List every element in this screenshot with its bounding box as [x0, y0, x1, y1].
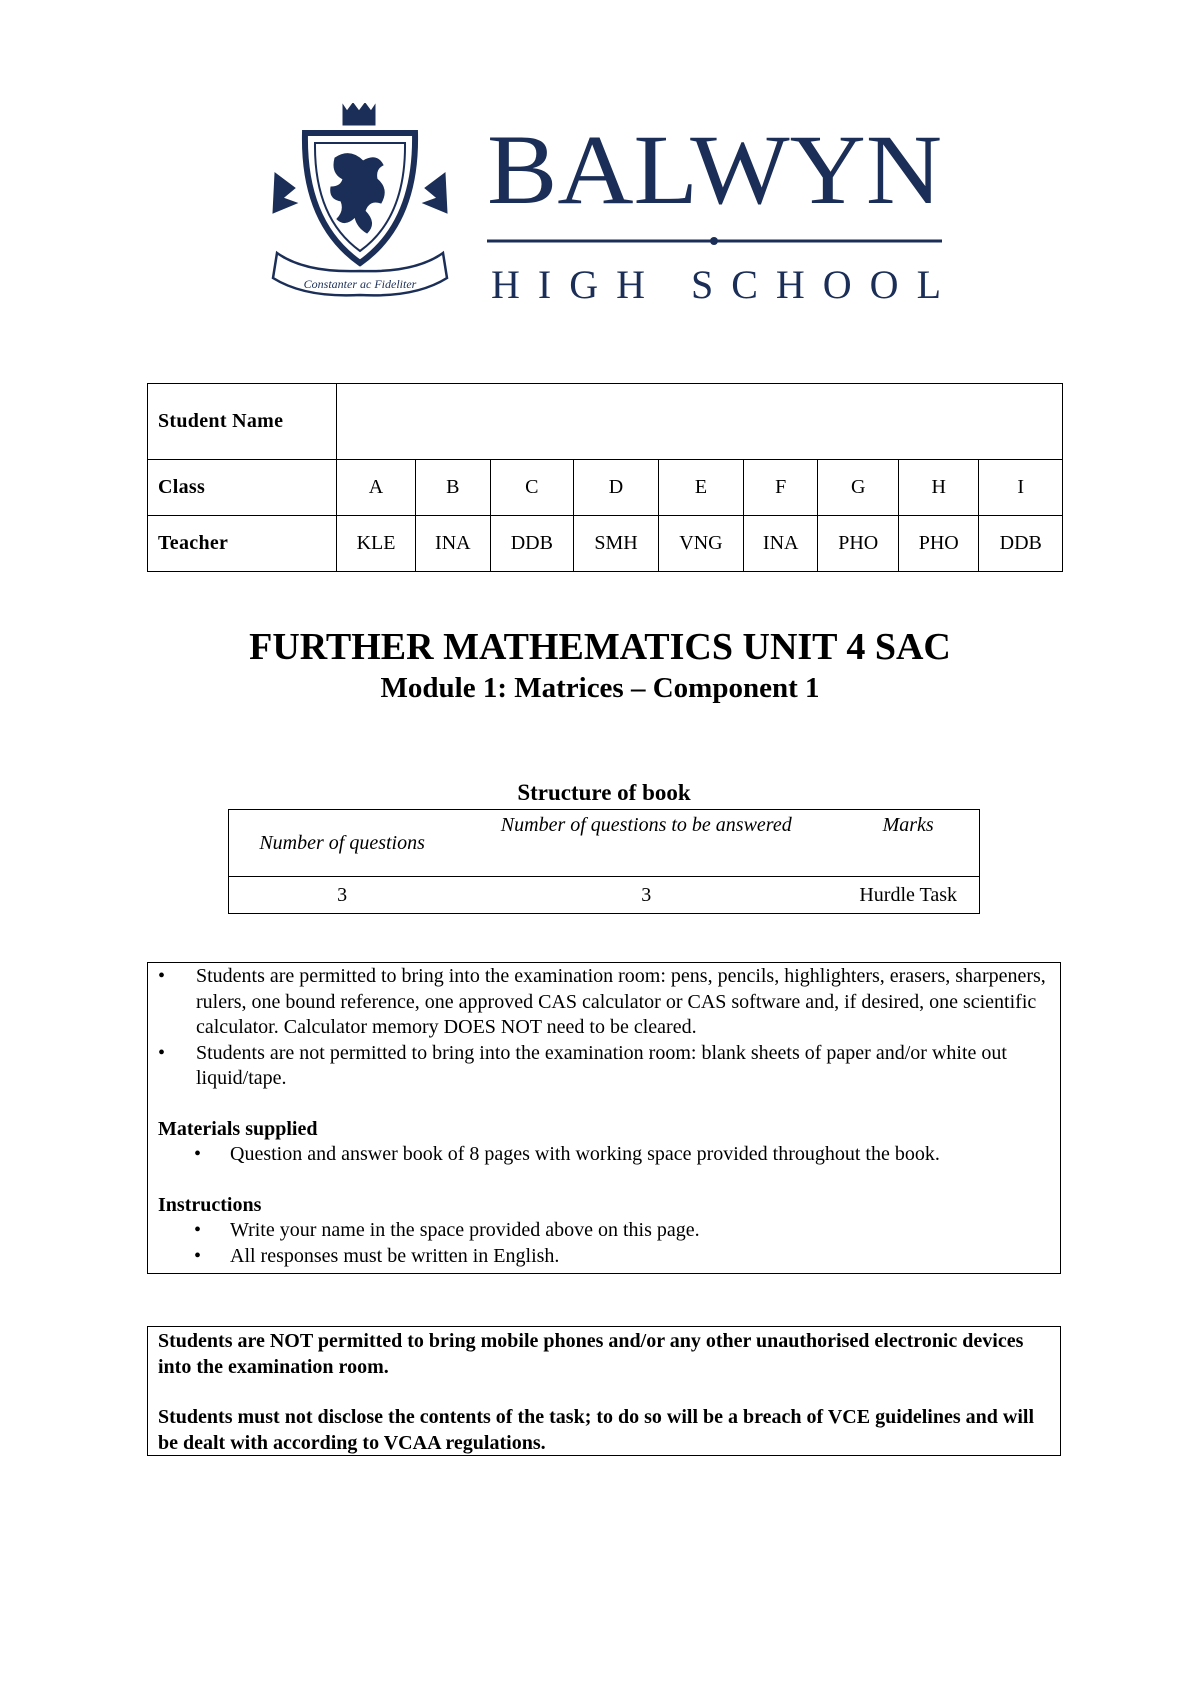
- structure-heading: Structure of book: [517, 780, 691, 805]
- student-info-table: [147, 383, 1063, 572]
- class-row: [148, 460, 1063, 516]
- materials-list: [158, 1142, 1050, 1168]
- teacher-cell: PHO: [818, 516, 899, 572]
- teacher-cell: PHO: [898, 516, 979, 572]
- structure-header-cell: Marks: [882, 814, 934, 836]
- teacher-cell: VNG: [658, 516, 743, 572]
- class-cell[interactable]: G: [818, 460, 899, 516]
- class-cell[interactable]: H: [898, 460, 979, 516]
- structure-cell: 3: [641, 883, 652, 906]
- lion-icon: [331, 154, 384, 233]
- class-cell[interactable]: F: [743, 460, 818, 516]
- teacher-cell: DDB: [490, 516, 573, 572]
- class-cell[interactable]: D: [574, 460, 659, 516]
- instructions-heading: Instructions: [158, 1193, 262, 1216]
- warning-box: [147, 1326, 1061, 1456]
- structure-header-cell: Number of questions: [259, 831, 425, 854]
- list-item: • Write your name in the space provided above on this page.: [158, 1218, 1050, 1244]
- structure-table: [228, 809, 980, 914]
- school-logo: [265, 103, 945, 308]
- student-name-row: [148, 384, 1063, 460]
- teacher-cell: INA: [743, 516, 818, 572]
- list-item: • Question and answer book of 8 pages with working space provided throughout the book.: [158, 1142, 1050, 1168]
- class-label: Class: [148, 460, 337, 516]
- materials-heading: Materials supplied: [158, 1117, 318, 1140]
- student-name-label: Student Name: [148, 384, 337, 460]
- instructions-box: [147, 962, 1061, 1274]
- crown-icon: [343, 103, 375, 125]
- class-cell[interactable]: E: [658, 460, 743, 516]
- page-subtitle: Module 1: Matrices – Component 1: [380, 672, 820, 704]
- rules-list: [158, 964, 1050, 1092]
- school-name-line2: HIGH SCHOOL: [491, 262, 941, 307]
- class-cell[interactable]: C: [490, 460, 573, 516]
- teacher-cell: DDB: [979, 516, 1063, 572]
- teacher-cell: INA: [416, 516, 491, 572]
- instructions-list: [158, 1218, 1050, 1269]
- page-title: FURTHER MATHEMATICS UNIT 4 SAC: [249, 626, 951, 668]
- teacher-cell: SMH: [574, 516, 659, 572]
- structure-header-row: [229, 810, 980, 877]
- warning-devices: Students are NOT permitted to bring mobile phones and/or any other unauthorised electronic devices into the examination room.: [158, 1330, 1024, 1378]
- student-name-field[interactable]: [337, 384, 1063, 460]
- structure-cell: Hurdle Task: [859, 883, 957, 906]
- motto-text: Constanter ac Fideliter: [303, 277, 417, 291]
- list-item: • All responses must be written in English.: [158, 1244, 1050, 1270]
- warning-disclosure: Students must not disclose the contents of the task; to do so will be a breach of VCE guidelines and will be dealt with according to VCAA regulations.: [158, 1406, 1035, 1454]
- school-name-line1: BALWYN: [487, 114, 942, 225]
- structure-data-row: [229, 877, 980, 914]
- structure-header-cell: Number of questions to be answered: [500, 814, 792, 836]
- list-item: • Students are not permitted to bring into the examination room: blank sheets of paper and/or white out liquid/tape.: [158, 1041, 1050, 1092]
- class-cell[interactable]: I: [979, 460, 1063, 516]
- list-item: • Students are permitted to bring into the examination room: pens, pencils, highlighters, erasers, sharpeners, rulers, one bound reference, one approved CAS calculator or CAS software and, if desired, one scientific calculator. Calculator memory DOES NOT need to be cleared.: [158, 964, 1050, 1041]
- teacher-label: Teacher: [148, 516, 337, 572]
- teacher-row: [148, 516, 1063, 572]
- structure-cell: 3: [337, 883, 348, 906]
- teacher-cell: KLE: [337, 516, 416, 572]
- class-cell[interactable]: B: [416, 460, 491, 516]
- class-cell[interactable]: A: [337, 460, 416, 516]
